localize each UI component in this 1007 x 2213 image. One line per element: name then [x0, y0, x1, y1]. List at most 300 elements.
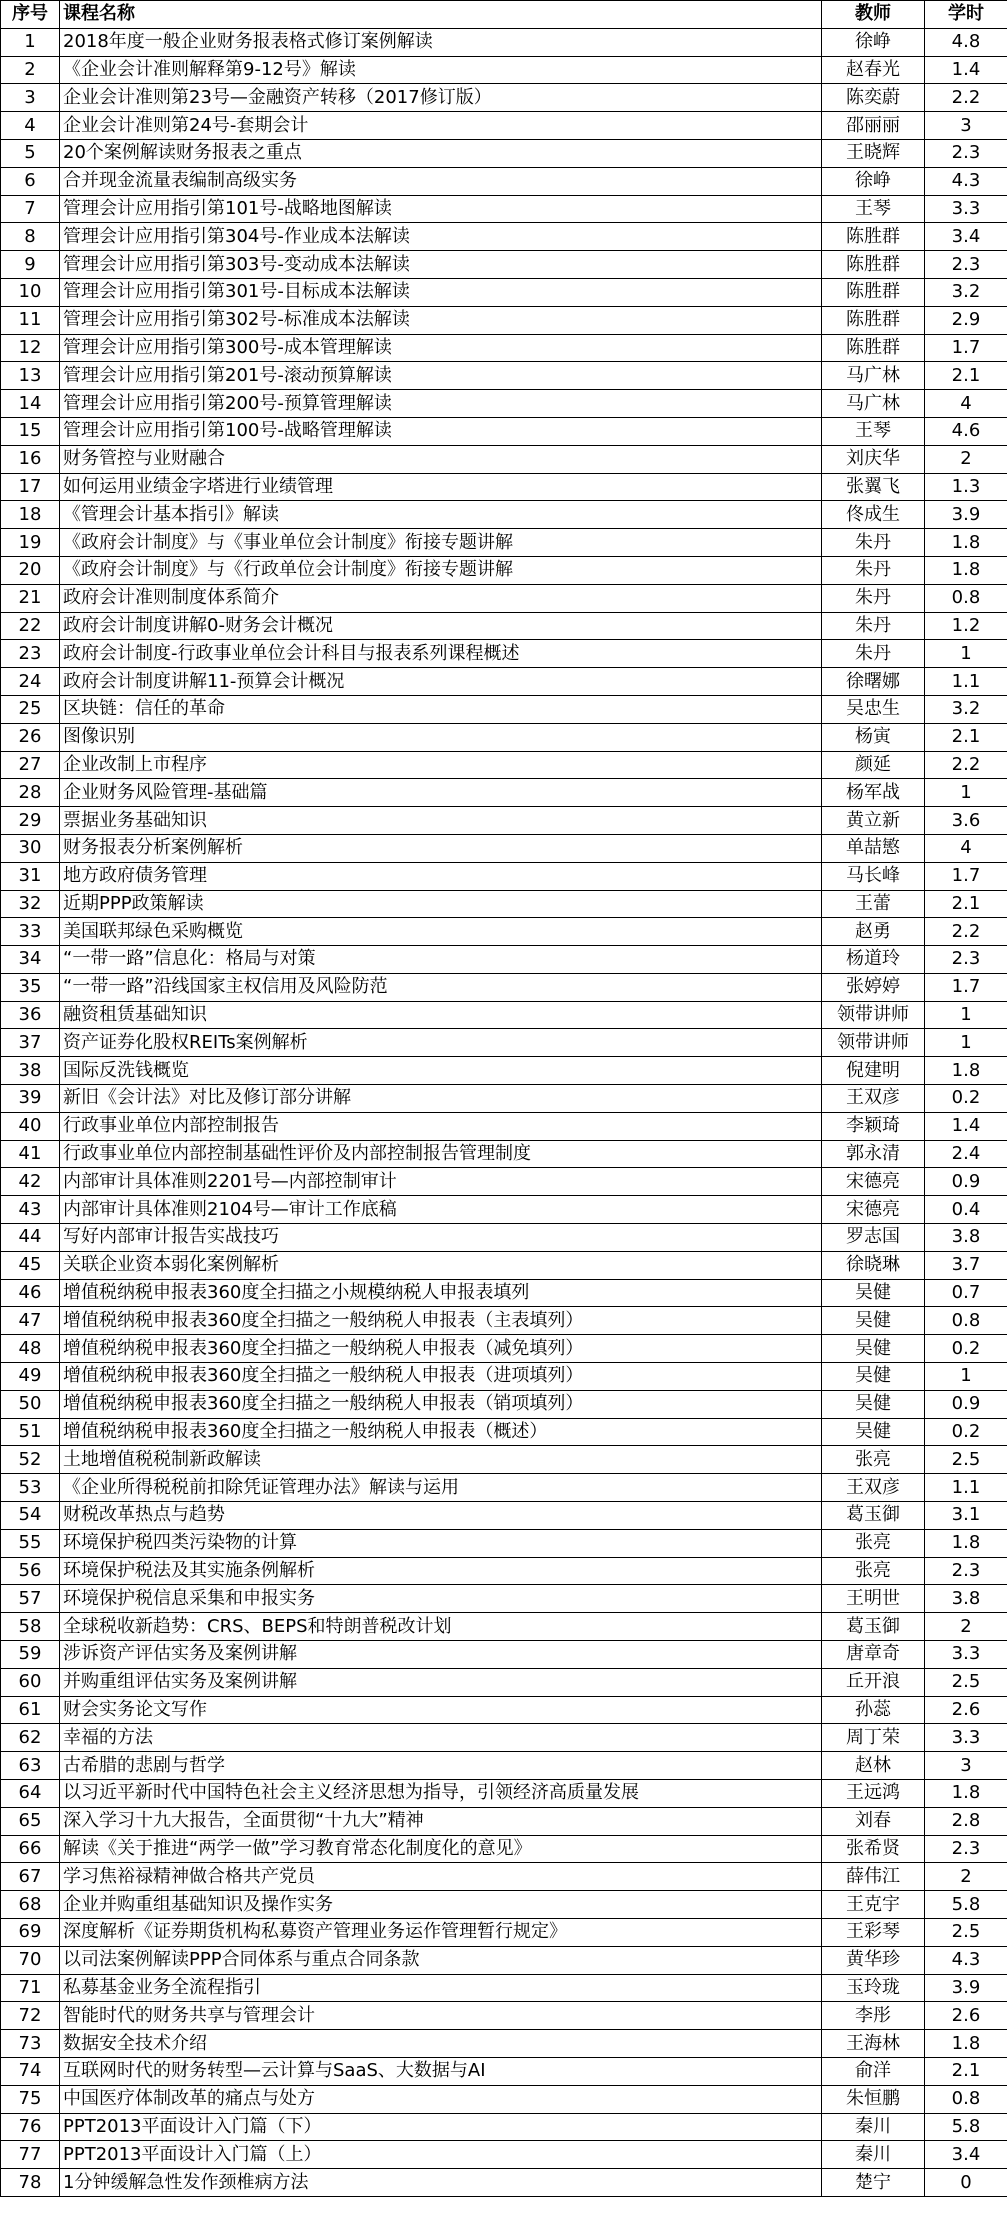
- course-number: 10: [1, 278, 60, 306]
- course-number: 18: [1, 501, 60, 529]
- table-row: [1, 278, 1007, 306]
- course-name: 企业改制上市程序: [60, 751, 822, 779]
- table-row: [1, 390, 1007, 418]
- course-hours: 3.8: [925, 1585, 1007, 1613]
- course-teacher: 朱丹: [822, 584, 925, 612]
- table-row: [1, 1891, 1007, 1919]
- course-number: 38: [1, 1057, 60, 1085]
- table-row: [1, 56, 1007, 84]
- course-name: 管理会计应用指引第302号-标准成本法解读: [60, 306, 822, 334]
- course-number: 46: [1, 1279, 60, 1307]
- course-teacher: 马广林: [822, 390, 925, 418]
- course-teacher: 吴健: [822, 1363, 925, 1391]
- course-teacher: 陈胜群: [822, 251, 925, 279]
- course-name: 管理会计应用指引第101号-战略地图解读: [60, 195, 822, 223]
- course-number: 3: [1, 84, 60, 112]
- course-name: 管理会计应用指引第200号-预算管理解读: [60, 390, 822, 418]
- table-row: [1, 445, 1007, 473]
- course-name: 古希腊的悲剧与哲学: [60, 1752, 822, 1780]
- table-row: [1, 1780, 1007, 1808]
- course-number: 67: [1, 1863, 60, 1891]
- course-number: 32: [1, 890, 60, 918]
- course-teacher: 玉玲珑: [822, 1974, 925, 2002]
- course-number: 55: [1, 1529, 60, 1557]
- course-teacher: 郭永清: [822, 1140, 925, 1168]
- course-hours: 1.8: [925, 1057, 1007, 1085]
- course-teacher: 黄立新: [822, 807, 925, 835]
- course-teacher: 吴健: [822, 1307, 925, 1335]
- header-row: [1, 1, 1007, 29]
- course-name: 解读《关于推进“两学一做”学习教育常态化制度化的意见》: [60, 1835, 822, 1863]
- course-teacher: 陈胜群: [822, 278, 925, 306]
- course-name: 智能时代的财务共享与管理会计: [60, 2002, 822, 2030]
- table-row: [1, 139, 1007, 167]
- course-name: 财务报表分析案例解析: [60, 834, 822, 862]
- table-row: [1, 834, 1007, 862]
- course-number: 12: [1, 334, 60, 362]
- course-number: 2: [1, 56, 60, 84]
- course-name: 管理会计应用指引第100号-战略管理解读: [60, 417, 822, 445]
- table-row: [1, 1946, 1007, 1974]
- course-hours: 1.7: [925, 973, 1007, 1001]
- course-name: 融资租赁基础知识: [60, 1001, 822, 1029]
- course-number: 45: [1, 1251, 60, 1279]
- course-name: 管理会计应用指引第300号-成本管理解读: [60, 334, 822, 362]
- course-hours: 3.8: [925, 1224, 1007, 1252]
- course-teacher: 王双彦: [822, 1085, 925, 1113]
- course-hours: 3.2: [925, 278, 1007, 306]
- course-name: 关联企业资本弱化案例解析: [60, 1251, 822, 1279]
- table-row: [1, 1835, 1007, 1863]
- course-hours: 3.2: [925, 695, 1007, 723]
- table-row: [1, 640, 1007, 668]
- course-teacher: 周丁荣: [822, 1724, 925, 1752]
- course-teacher: 倪建明: [822, 1057, 925, 1085]
- course-number: 17: [1, 473, 60, 501]
- course-teacher: 宋德亮: [822, 1168, 925, 1196]
- table-row: [1, 723, 1007, 751]
- course-hours: 2.2: [925, 84, 1007, 112]
- course-teacher: 吴健: [822, 1279, 925, 1307]
- course-hours: 1: [925, 1029, 1007, 1057]
- course-number: 37: [1, 1029, 60, 1057]
- table-row: [1, 2057, 1007, 2085]
- course-teacher: 罗志国: [822, 1224, 925, 1252]
- course-number: 28: [1, 779, 60, 807]
- course-name: 以司法案例解读PPP合同体系与重点合同条款: [60, 1946, 822, 1974]
- course-teacher: 张亮: [822, 1529, 925, 1557]
- course-hours: 3.1: [925, 1502, 1007, 1530]
- course-name: 政府会计制度讲解11-预算会计概况: [60, 668, 822, 696]
- course-name: 《管理会计基本指引》解读: [60, 501, 822, 529]
- course-name: “一带一路”沿线国家主权信用及风险防范: [60, 973, 822, 1001]
- course-hours: 1.8: [925, 1780, 1007, 1808]
- course-teacher: 王蕾: [822, 890, 925, 918]
- table-row: [1, 1224, 1007, 1252]
- course-name: 财会实务论文写作: [60, 1696, 822, 1724]
- table-row: [1, 1613, 1007, 1641]
- course-name: 环境保护税四类污染物的计算: [60, 1529, 822, 1557]
- course-name: 涉诉资产评估实务及案例讲解: [60, 1641, 822, 1669]
- course-teacher: 张翼飞: [822, 473, 925, 501]
- course-teacher: 领带讲师: [822, 1029, 925, 1057]
- table-row: [1, 807, 1007, 835]
- course-hours: 4.3: [925, 1946, 1007, 1974]
- table-row: [1, 1307, 1007, 1335]
- table-row: [1, 1085, 1007, 1113]
- course-hours: 3: [925, 112, 1007, 140]
- course-teacher: 陈胜群: [822, 334, 925, 362]
- course-name: 1分钟缓解急性发作颈椎病方法: [60, 2169, 822, 2197]
- course-number: 22: [1, 612, 60, 640]
- table-row: [1, 1029, 1007, 1057]
- course-teacher: 张亮: [822, 1446, 925, 1474]
- course-number: 8: [1, 223, 60, 251]
- course-hours: 1.4: [925, 56, 1007, 84]
- course-number: 64: [1, 1780, 60, 1808]
- course-number: 36: [1, 1001, 60, 1029]
- course-teacher: 吴健: [822, 1390, 925, 1418]
- course-teacher: 宋德亮: [822, 1196, 925, 1224]
- table-row: [1, 1557, 1007, 1585]
- course-name: 土地增值税税制新政解读: [60, 1446, 822, 1474]
- course-teacher: 吴健: [822, 1418, 925, 1446]
- course-number: 41: [1, 1140, 60, 1168]
- table-row: [1, 751, 1007, 779]
- course-hours: 1.3: [925, 473, 1007, 501]
- course-name: 《政府会计制度》与《行政单位会计制度》衔接专题讲解: [60, 556, 822, 584]
- course-hours: 2.3: [925, 251, 1007, 279]
- course-number: 14: [1, 390, 60, 418]
- course-hours: 2.3: [925, 946, 1007, 974]
- table-row: [1, 1918, 1007, 1946]
- course-number: 1: [1, 28, 60, 56]
- table-row: [1, 584, 1007, 612]
- course-teacher: 杨寅: [822, 723, 925, 751]
- course-name: 管理会计应用指引第201号-滚动预算解读: [60, 362, 822, 390]
- course-name: 区块链：信任的革命: [60, 695, 822, 723]
- table-row: [1, 695, 1007, 723]
- table-row: [1, 556, 1007, 584]
- course-name: 财税改革热点与趋势: [60, 1502, 822, 1530]
- table-row: [1, 1001, 1007, 1029]
- table-row: [1, 334, 1007, 362]
- course-hours: 2.9: [925, 306, 1007, 334]
- course-hours: 4.8: [925, 28, 1007, 56]
- course-teacher: 楚宁: [822, 2169, 925, 2197]
- course-number: 11: [1, 306, 60, 334]
- course-number: 20: [1, 556, 60, 584]
- course-name: 国际反洗钱概览: [60, 1057, 822, 1085]
- course-name: 《企业会计准则解释第9-12号》解读: [60, 56, 822, 84]
- table-row: [1, 417, 1007, 445]
- course-name: 内部审计具体准则2104号—审计工作底稿: [60, 1196, 822, 1224]
- course-teacher: 吴健: [822, 1335, 925, 1363]
- course-number: 29: [1, 807, 60, 835]
- course-hours: 5.8: [925, 1891, 1007, 1919]
- course-teacher: 王琴: [822, 417, 925, 445]
- table-row: [1, 1390, 1007, 1418]
- course-hours: 2.2: [925, 918, 1007, 946]
- course-hours: 1.8: [925, 2030, 1007, 2058]
- course-hours: 4: [925, 834, 1007, 862]
- table-row: [1, 1641, 1007, 1669]
- course-name: 财务管控与业财融合: [60, 445, 822, 473]
- course-hours: 3.3: [925, 195, 1007, 223]
- course-number: 60: [1, 1668, 60, 1696]
- course-hours: 3.6: [925, 807, 1007, 835]
- course-number: 4: [1, 112, 60, 140]
- course-rows: [1, 28, 1007, 2196]
- course-number: 16: [1, 445, 60, 473]
- table-row: [1, 1168, 1007, 1196]
- course-teacher: 秦川: [822, 2141, 925, 2169]
- course-hours: 2: [925, 1863, 1007, 1891]
- table-row: [1, 501, 1007, 529]
- course-name: 内部审计具体准则2201号—内部控制审计: [60, 1168, 822, 1196]
- course-number: 57: [1, 1585, 60, 1613]
- course-name: 《企业所得税税前扣除凭证管理办法》解读与运用: [60, 1474, 822, 1502]
- course-hours: 2.3: [925, 1835, 1007, 1863]
- header-hours: 学时: [925, 1, 1007, 29]
- course-number: 58: [1, 1613, 60, 1641]
- course-teacher: 薛伟江: [822, 1863, 925, 1891]
- course-number: 54: [1, 1502, 60, 1530]
- course-teacher: 陈胜群: [822, 306, 925, 334]
- table-row: [1, 1418, 1007, 1446]
- course-number: 53: [1, 1474, 60, 1502]
- course-name: 图像识别: [60, 723, 822, 751]
- course-name: 美国联邦绿色采购概览: [60, 918, 822, 946]
- course-teacher: 佟成生: [822, 501, 925, 529]
- course-teacher: 王双彦: [822, 1474, 925, 1502]
- course-name: “一带一路”信息化：格局与对策: [60, 946, 822, 974]
- course-name: 增值税纳税申报表360度全扫描之一般纳税人申报表（主表填列）: [60, 1307, 822, 1335]
- table-row: [1, 1112, 1007, 1140]
- table-row: [1, 1668, 1007, 1696]
- course-number: 71: [1, 1974, 60, 2002]
- course-teacher: 张亮: [822, 1557, 925, 1585]
- table-row: [1, 2002, 1007, 2030]
- course-name: 企业财务风险管理-基础篇: [60, 779, 822, 807]
- table-row: [1, 918, 1007, 946]
- course-number: 56: [1, 1557, 60, 1585]
- course-number: 75: [1, 2085, 60, 2113]
- course-teacher: 陈奕蔚: [822, 84, 925, 112]
- course-name: 增值税纳税申报表360度全扫描之一般纳税人申报表（减免填列）: [60, 1335, 822, 1363]
- course-hours: 2.3: [925, 139, 1007, 167]
- course-teacher: 徐晓琳: [822, 1251, 925, 1279]
- course-teacher: 王彩琴: [822, 1918, 925, 1946]
- table-row: [1, 1057, 1007, 1085]
- course-hours: 3.9: [925, 501, 1007, 529]
- table-row: [1, 2085, 1007, 2113]
- course-name: PPT2013平面设计入门篇（上）: [60, 2141, 822, 2169]
- course-name: 增值税纳税申报表360度全扫描之一般纳税人申报表（销项填列）: [60, 1390, 822, 1418]
- table-row: [1, 862, 1007, 890]
- table-row: [1, 28, 1007, 56]
- table-row: [1, 167, 1007, 195]
- course-teacher: 徐曙娜: [822, 668, 925, 696]
- table-row: [1, 1474, 1007, 1502]
- header-teacher: 教师: [822, 1, 925, 29]
- course-teacher: 杨军战: [822, 779, 925, 807]
- course-number: 74: [1, 2057, 60, 2085]
- table-row: [1, 890, 1007, 918]
- table-row: [1, 1446, 1007, 1474]
- course-name: 企业会计准则第23号—金融资产转移（2017修订版）: [60, 84, 822, 112]
- course-teacher: 刘庆华: [822, 445, 925, 473]
- course-teacher: 葛玉御: [822, 1502, 925, 1530]
- course-name: 管理会计应用指引第304号-作业成本法解读: [60, 223, 822, 251]
- course-teacher: 杨道玲: [822, 946, 925, 974]
- table-row: [1, 1140, 1007, 1168]
- course-teacher: 王晓辉: [822, 139, 925, 167]
- table-row: [1, 195, 1007, 223]
- course-name: 以习近平新时代中国特色社会主义经济思想为指导，引领经济高质量发展: [60, 1780, 822, 1808]
- course-hours: 2.1: [925, 723, 1007, 751]
- course-hours: 1.8: [925, 1529, 1007, 1557]
- table-row: [1, 973, 1007, 1001]
- course-name: 数据安全技术介绍: [60, 2030, 822, 2058]
- course-hours: 2.5: [925, 1668, 1007, 1696]
- course-number: 78: [1, 2169, 60, 2197]
- course-teacher: 秦川: [822, 2113, 925, 2141]
- table-row: [1, 1279, 1007, 1307]
- course-name: 私募基金业务全流程指引: [60, 1974, 822, 2002]
- course-number: 23: [1, 640, 60, 668]
- course-number: 63: [1, 1752, 60, 1780]
- course-name: 增值税纳税申报表360度全扫描之一般纳税人申报表（进项填列）: [60, 1363, 822, 1391]
- table-row: [1, 668, 1007, 696]
- course-number: 30: [1, 834, 60, 862]
- course-hours: 1.7: [925, 334, 1007, 362]
- course-hours: 1.4: [925, 1112, 1007, 1140]
- course-hours: 1.8: [925, 556, 1007, 584]
- course-number: 77: [1, 2141, 60, 2169]
- course-hours: 1.7: [925, 862, 1007, 890]
- course-teacher: 马广林: [822, 362, 925, 390]
- course-name: 合并现金流量表编制高级实务: [60, 167, 822, 195]
- course-teacher: 王海林: [822, 2030, 925, 2058]
- course-name: 幸福的方法: [60, 1724, 822, 1752]
- course-hours: 0.2: [925, 1335, 1007, 1363]
- table-row: [1, 946, 1007, 974]
- course-number: 66: [1, 1835, 60, 1863]
- table-row: [1, 251, 1007, 279]
- course-hours: 2.1: [925, 2057, 1007, 2085]
- table-row: [1, 529, 1007, 557]
- course-name: 行政事业单位内部控制报告: [60, 1112, 822, 1140]
- course-hours: 4.3: [925, 167, 1007, 195]
- course-teacher: 吴忠生: [822, 695, 925, 723]
- course-hours: 0.8: [925, 2085, 1007, 2113]
- course-number: 59: [1, 1641, 60, 1669]
- course-hours: 4: [925, 390, 1007, 418]
- course-hours: 1.1: [925, 1474, 1007, 1502]
- course-teacher: 孙蕊: [822, 1696, 925, 1724]
- table-row: [1, 473, 1007, 501]
- course-hours: 3: [925, 1752, 1007, 1780]
- course-teacher: 颜延: [822, 751, 925, 779]
- course-hours: 2.1: [925, 362, 1007, 390]
- course-teacher: 徐峥: [822, 28, 925, 56]
- course-number: 62: [1, 1724, 60, 1752]
- course-hours: 0.8: [925, 1307, 1007, 1335]
- table-row: [1, 1251, 1007, 1279]
- course-hours: 2.5: [925, 1446, 1007, 1474]
- course-name: 写好内部审计报告实战技巧: [60, 1224, 822, 1252]
- course-name: 企业会计准则第24号-套期会计: [60, 112, 822, 140]
- course-teacher: 单喆慜: [822, 834, 925, 862]
- course-hours: 3.4: [925, 2141, 1007, 2169]
- course-number: 52: [1, 1446, 60, 1474]
- course-number: 6: [1, 167, 60, 195]
- course-hours: 0.9: [925, 1168, 1007, 1196]
- course-hours: 1.2: [925, 612, 1007, 640]
- course-teacher: 黄华珍: [822, 1946, 925, 1974]
- course-number: 49: [1, 1363, 60, 1391]
- table-row: [1, 84, 1007, 112]
- header-number: 序号: [1, 1, 60, 29]
- course-number: 42: [1, 1168, 60, 1196]
- course-teacher: 李颖琦: [822, 1112, 925, 1140]
- course-hours: 2.1: [925, 890, 1007, 918]
- course-hours: 0.9: [925, 1390, 1007, 1418]
- course-teacher: 唐章奇: [822, 1641, 925, 1669]
- course-number: 72: [1, 2002, 60, 2030]
- course-number: 27: [1, 751, 60, 779]
- course-name: 政府会计制度-行政事业单位会计科目与报表系列课程概述: [60, 640, 822, 668]
- course-number: 65: [1, 1807, 60, 1835]
- course-hours: 2.5: [925, 1918, 1007, 1946]
- course-number: 47: [1, 1307, 60, 1335]
- table-row: [1, 779, 1007, 807]
- course-number: 15: [1, 417, 60, 445]
- course-name: 地方政府债务管理: [60, 862, 822, 890]
- table-row: [1, 1196, 1007, 1224]
- table-row: [1, 1585, 1007, 1613]
- course-teacher: 朱恒鹏: [822, 2085, 925, 2113]
- course-hours: 3.7: [925, 1251, 1007, 1279]
- course-number: 19: [1, 529, 60, 557]
- table-row: [1, 223, 1007, 251]
- table-row: [1, 1974, 1007, 2002]
- course-number: 76: [1, 2113, 60, 2141]
- course-name: 新旧《会计法》对比及修订部分讲解: [60, 1085, 822, 1113]
- course-hours: 1.1: [925, 668, 1007, 696]
- course-teacher: 朱丹: [822, 529, 925, 557]
- course-teacher: 王远鸿: [822, 1780, 925, 1808]
- course-number: 26: [1, 723, 60, 751]
- course-number: 50: [1, 1390, 60, 1418]
- course-hours: 2.8: [925, 1807, 1007, 1835]
- course-hours: 2.4: [925, 1140, 1007, 1168]
- course-name: 环境保护税法及其实施条例解析: [60, 1557, 822, 1585]
- course-hours: 1.8: [925, 529, 1007, 557]
- course-number: 21: [1, 584, 60, 612]
- table-row: [1, 306, 1007, 334]
- table-row: [1, 2030, 1007, 2058]
- course-name: 资产证券化股权REITs案例解析: [60, 1029, 822, 1057]
- course-name: 增值税纳税申报表360度全扫描之小规模纳税人申报表填列: [60, 1279, 822, 1307]
- course-number: 51: [1, 1418, 60, 1446]
- table-row: [1, 2141, 1007, 2169]
- table-row: [1, 1529, 1007, 1557]
- course-hours: 2.6: [925, 2002, 1007, 2030]
- course-teacher: 俞洋: [822, 2057, 925, 2085]
- table-row: [1, 112, 1007, 140]
